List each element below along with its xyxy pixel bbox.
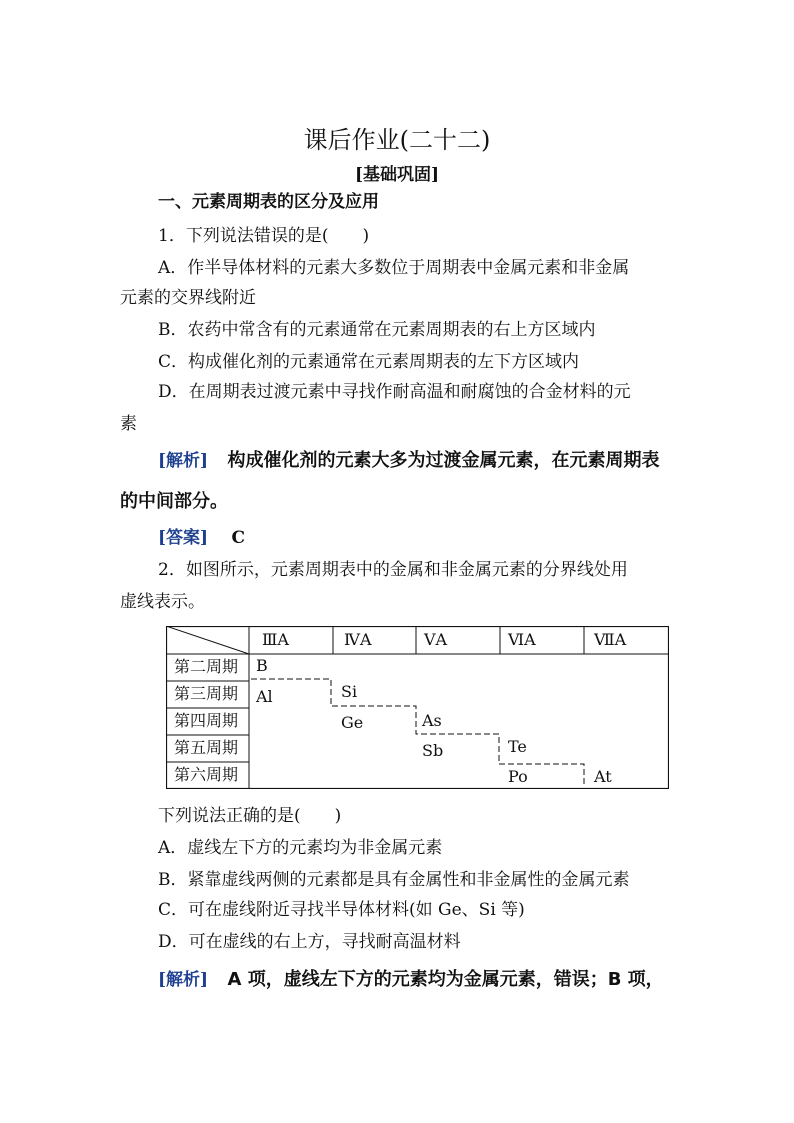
answer-value: C xyxy=(231,528,246,548)
q2-stem: 2．如图所示，元素周期表中的金属和非金属元素的分界线处用 xyxy=(158,560,628,580)
analysis-tag: [解析] xyxy=(158,970,209,990)
element-po: Po xyxy=(508,767,528,786)
table-grid xyxy=(166,626,669,789)
row-label: 第二周期 xyxy=(174,657,239,676)
column-header: ⅤA xyxy=(424,630,448,649)
q1-stem: 1．下列说法错误的是( ) xyxy=(158,226,370,246)
element-al: Al xyxy=(256,687,273,706)
q1-option-b: B．农药中常含有的元素通常在元素周期表的右上方区域内 xyxy=(158,320,596,340)
row-label: 第四周期 xyxy=(174,711,239,730)
q1-option-a-cont: 元素的交界线附近 xyxy=(120,288,256,308)
section-heading: 一、元素周期表的区分及应用 xyxy=(158,192,379,212)
q1-option-d-cont: 素 xyxy=(120,414,137,434)
q1-analysis xyxy=(158,449,660,473)
q1-option-d: D．在周期表过渡元素中寻找作耐高温和耐腐蚀的合金材料的元 xyxy=(158,382,631,402)
column-header: ⅣA xyxy=(344,630,372,649)
row-label: 第三周期 xyxy=(174,684,239,703)
row-label: 第六周期 xyxy=(174,765,239,784)
q1-option-c: C．构成催化剂的元素通常在元素周期表的左下方区域内 xyxy=(158,352,580,372)
element-si: Si xyxy=(341,682,358,701)
row-label: 第五周期 xyxy=(174,738,239,757)
column-header: ⅦA xyxy=(594,630,627,649)
element-te: Te xyxy=(508,737,527,756)
q2-analysis xyxy=(158,968,664,992)
analysis-text: 构成催化剂的元素大多为过渡金属元素，在元素周期表 xyxy=(227,450,660,471)
q2-option-c: C．可在虚线附近寻找半导体材料(如 Ge、Si 等) xyxy=(158,900,525,920)
q1-answer xyxy=(158,526,245,550)
analysis-text-cont: 的中间部分。 xyxy=(120,491,228,512)
element-as: As xyxy=(422,711,442,730)
q2-option-b: B．紧靠虚线两侧的元素都是具有金属性和非金属性的金属元素 xyxy=(158,870,630,890)
element-at: At xyxy=(594,767,612,786)
element-sb: Sb xyxy=(422,741,444,760)
answer-tag: [答案] xyxy=(158,528,209,548)
column-header: ⅥA xyxy=(508,630,536,649)
q2-stem-cont: 虚线表示。 xyxy=(120,592,205,612)
section-subtitle: [基础巩固] xyxy=(354,165,440,185)
element-b: B xyxy=(256,656,268,675)
periodic-table-figure xyxy=(166,626,669,789)
column-header: ⅢA xyxy=(262,630,289,649)
element-ge: Ge xyxy=(341,713,364,732)
q2-option-a: A．虚线左下方的元素均为非金属元素 xyxy=(158,838,443,858)
q2-prompt: 下列说法正确的是( ) xyxy=(158,806,342,826)
boundary-dashed-line xyxy=(251,679,584,786)
page-title: 课后作业(二十二) xyxy=(303,126,491,154)
analysis-tag: [解析] xyxy=(158,451,209,471)
q2-option-d: D．可在虚线的右上方，寻找耐高温材料 xyxy=(158,932,461,952)
analysis-text: A 项，虚线左下方的元素均为金属元素，错误；B 项， xyxy=(227,969,664,990)
q1-option-a: A．作半导体材料的元素大多数位于周期表中金属元素和非金属 xyxy=(158,258,630,278)
